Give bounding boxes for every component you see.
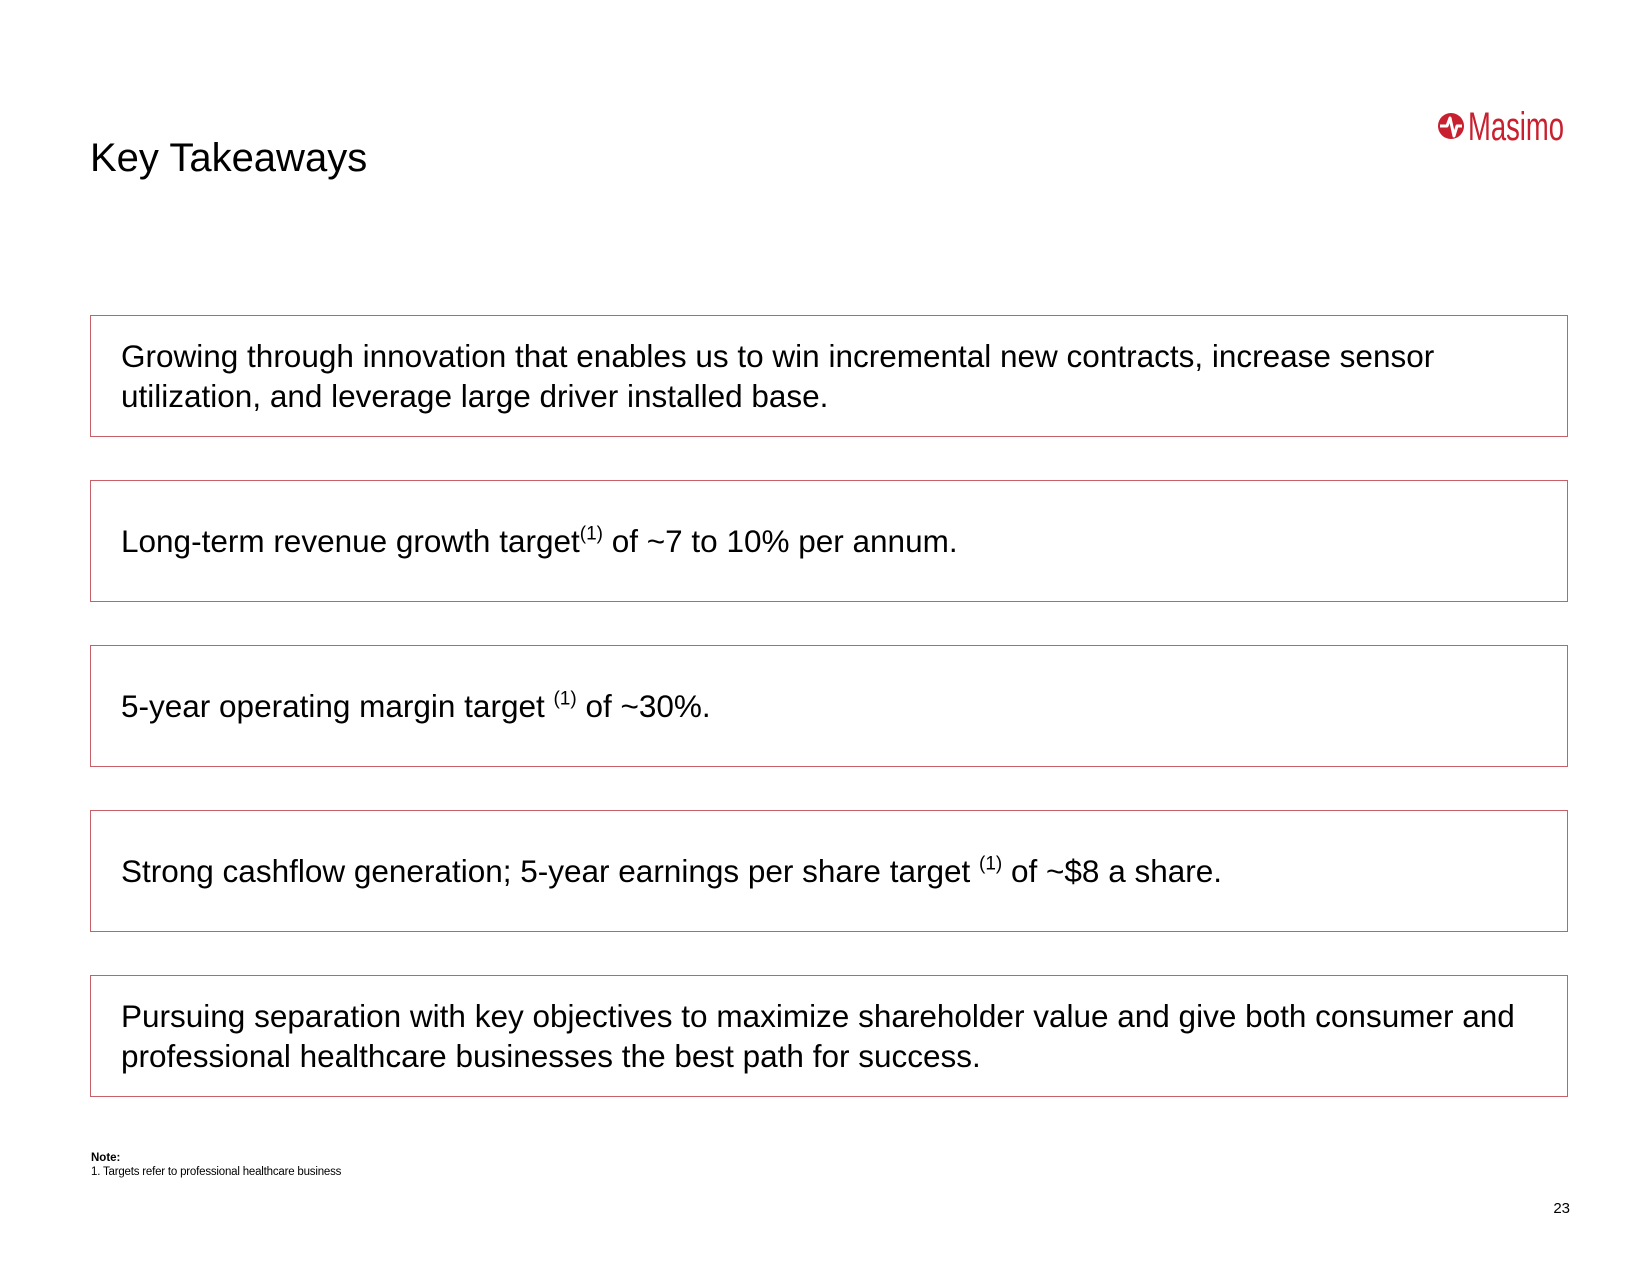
takeaway-box [90, 315, 1568, 437]
footnote-ref: (1) [979, 853, 1003, 875]
takeaway-text: Growing through innovation that enables us to win incremental new contracts, increase sensor utilization, and leverage large driver installed base. [121, 338, 1435, 414]
note-label: Note: [91, 1152, 121, 1164]
footnote-ref: (1) [579, 523, 603, 545]
page-title: Key Takeaways [90, 136, 368, 180]
page-number: 23 [1553, 1200, 1570, 1217]
takeaway-box [90, 810, 1568, 932]
takeaway-text: 5-year operating margin target $^{(1)}$ of ~30%. [121, 688, 711, 724]
masimo-logo [1437, 96, 1567, 156]
footnote [91, 1151, 341, 1179]
takeaway-text: Pursuing separation with key objectives to maximize shareholder value and give both consumer and professional healthcare businesses the best path for success. [121, 998, 1515, 1074]
footnote-ref: (1) [553, 688, 577, 710]
takeaways-list [90, 315, 1568, 1140]
takeaway-box [90, 975, 1568, 1097]
takeaway-text: Strong cashflow generation; 5-year earnings per share target $^{(1)}$ of ~$8 a share. [121, 853, 1223, 889]
note-item: 1. Targets refer to professional healthcare business [91, 1166, 342, 1178]
takeaway-text: Long-term revenue growth target$^{(1)}$ of ~7 to 10% per annum. [121, 523, 958, 559]
logo-wordmark: Masimo [1468, 105, 1564, 149]
takeaway-box [90, 480, 1568, 602]
takeaway-box [90, 645, 1568, 767]
